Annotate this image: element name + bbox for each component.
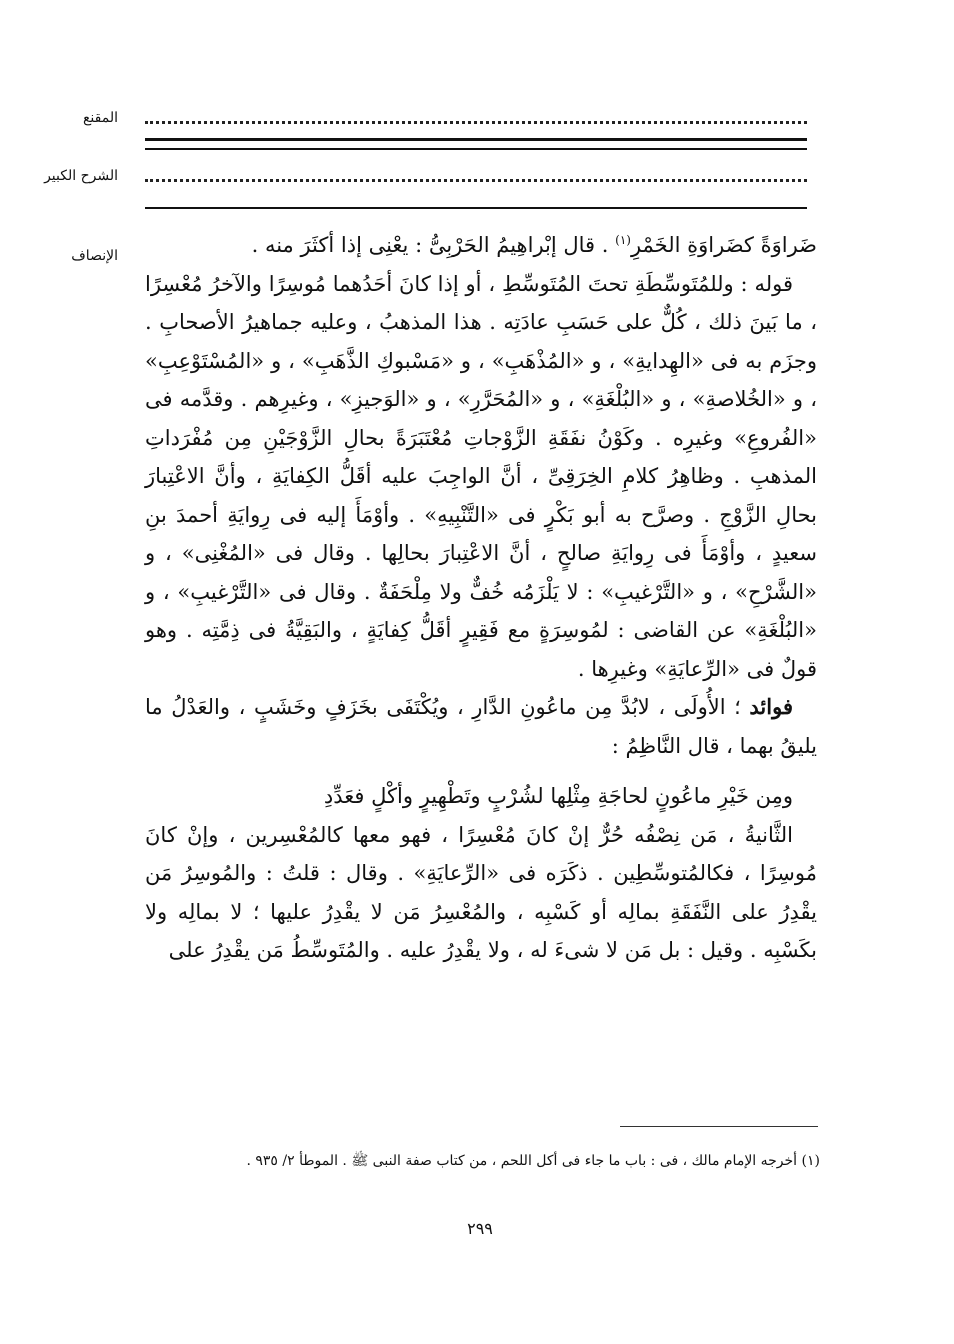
sharh-dotted-line [145,179,807,182]
label-sharh: الشرح الكبير [44,168,118,184]
muqni-dotted-line [145,121,807,124]
footnote-marker: (١) [615,233,631,247]
paragraph-1 [145,226,817,265]
paragraph-1-rest: . قال إبْراهِيمُ الحَرْبِىُّ : يعْنِى إذا أكثَرَ منه . [251,233,616,257]
page-number: ٢٩٩ [467,1219,493,1238]
label-muqni: المقنع [82,110,118,126]
footnote-rule [620,1126,818,1127]
paragraph-4: الثَّانيةُ ، مَن نِصْفُه حُرٌّ إنْ كانَ مُعْسِرًا ، فهو معها كالمُعْسِرين ، وإنْ كانَ مُوسِرًا ، فكالمُتوسِّطِين . ذكَرَه فى «الرِّعايَةِ» . وقال : قلتُ : والمُوسِرُ مَن يقْدِرُ على النَّفَقَةِ بمالِه أو كَسْبِه ، والمُعْسِرُ مَن لا يقْدِرُ عليها ؛ لا بمالِه ولا بكَسْبِه . وقيل : بل مَن لا شىءَ له ، ولا يقْدِرُ عليه . والمُتَوسِّطُ مَن يقْدِرُ على [145,822,817,962]
label-insaf: الإنصاف [71,248,118,264]
section-divider [145,207,807,209]
main-text [145,226,817,970]
paragraph-2: قوله : وللمُتَوسِّطَةِ تحتَ المُتَوسِّطِ ، أو إذا كانَ أحَدُهما مُوسِرًا والآخرُ مُعْسِرًا ، ما بَينَ ذلك ، كُلٌّ على حَسَبِ عادَتِه . هذا المذهبُ ، وعليه جماهيرُ الأصحابِ . وجزَم به فى «الهِدايةِ» ، و «المُذْهَبِ» ، و «مَسْبوكِ الذَّهَبِ» ، و «المُسْتَوْعِبِ» ، و «الخُلاصةِ» ، و «البُلْغَةِ» ، و «المُحَرَّرِ» ، و «الوَجيزِ» ، وغيرِهم . وقدَّمه فى «الفُروعِ» وغيرِه . وكَوْنُ نفَقَةِ الزَّوْجاتِ مُعْتَبَرَةً بحالِ الزَّوْجَيْنِ مِن مُفْرَداتِ المذهبِ . وظاهِرُ كلامِ الخِرَقِىِّ ، أنَّ الواجِبَ عليه أقَلُّ الكِفايَةِ ، وأنَّ الاعْتِبارَ بحالِ الزَّوْجِ . وصرَّح به أبو بَكْرٍ فى «التَّنْبِيهِ» . وأوْمَأَ إليه فى رِوايَةِ أحمدَ بنِ سعيدٍ ، وأوْمَأَ فى رِوايَةِ صالحٍ ، أنَّ الاعْتِبارَ بحالِها . وقال فى «المُغْنِى» ، و «الشَّرْحِ» ، و «التَّرْغيبِ» : لا يَلْزَمُه خُفٌّ ولا مِلْحَفَةٌ . وقال فى «التَّرْغيبِ» ، و «البُلْغَةِ» عن القاضى : لمُوسِرَةٍ مع فَقِيرٍ أقَلُّ كِفايَةٍ ، والبَقِيَّةُ فى ذِمَّتِه . وهو قولٌ فى «الرِّعايَةِ» وغيرِها . [145,271,817,681]
footnote: (١) أخرجه الإمام مالك ، فى : باب ما جاء فى أكل اللحم ، من كتاب صفة النبى ﷺ . الموطأ ٢/ ٩٣٥ . [246,1153,820,1169]
fawaid-heading: فوائد [749,694,793,719]
paragraph-3 [145,688,817,765]
paragraph-3-text: ؛ الأُولَى ، لابُدَّ مِن ماعُونِ الدَّارِ ، ويُكْتَفَى بخَزَفٍ وخَشَبٍ ، والعَدْلُ ما يليقُ بهما ، قال النَّاظِمُ : [145,695,817,758]
top-divider-1 [145,138,807,141]
top-divider-2 [145,148,807,150]
poem-verse: ومِن خَيْرِ ماعُونٍ لحاجَةِ مِثْلِها لشُرْبٍ وتَطْهِيرٍ وأكْلٍ فعَدِّدِ [323,784,793,808]
paragraph-1-text: ضَراوَةً كضَراوَةِ الخَمْرِ [630,233,817,257]
